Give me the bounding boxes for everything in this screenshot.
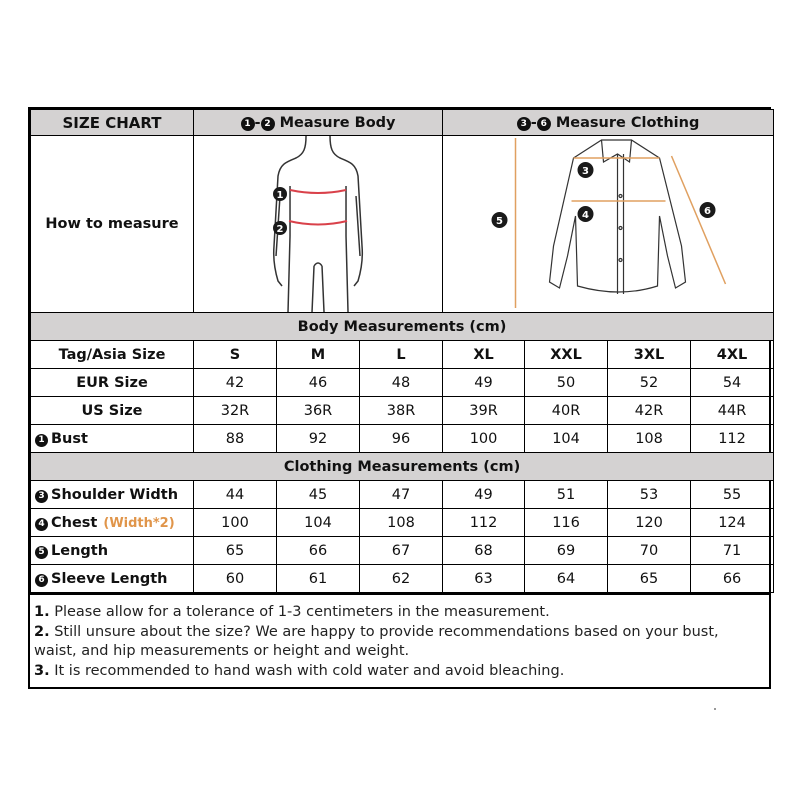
svg-text:4: 4 (582, 210, 590, 221)
marker-4-icon: 4 (35, 518, 48, 531)
cell: 108 (608, 425, 691, 453)
cell: 96 (360, 425, 443, 453)
svg-text:6: 6 (704, 206, 712, 217)
cell: 53 (608, 481, 691, 509)
row-label: 4 Chest (Width*2) (31, 509, 194, 537)
body-section-title: Body Measurements (cm) (31, 313, 774, 341)
cell: 49 (443, 481, 525, 509)
cell: 112 (691, 425, 774, 453)
cell: 32R (194, 397, 277, 425)
clothing-section-header (31, 453, 774, 481)
cell: 39R (443, 397, 525, 425)
cell: 63 (443, 565, 525, 593)
cell: 50 (525, 369, 608, 397)
row-label: 6 Sleeve Length (31, 565, 194, 593)
header-row (31, 110, 774, 136)
measure-clothing-header: 3 - 6 Measure Clothing (443, 110, 774, 136)
note-1: 1. Please allow for a tolerance of 1-3 centimeters in the measurement. (34, 604, 550, 620)
cell: 66 (691, 565, 774, 593)
marker-6-icon: 6 (35, 574, 48, 587)
cell: 64 (525, 565, 608, 593)
cell: 42R (608, 397, 691, 425)
table-row-bust (31, 425, 774, 453)
cell: 44 (194, 481, 277, 509)
cell: 104 (277, 509, 360, 537)
row-label: US Size (31, 397, 194, 425)
size-xxl: XXL (525, 341, 608, 369)
cell: 48 (360, 369, 443, 397)
cell: 47 (360, 481, 443, 509)
cell: 92 (277, 425, 360, 453)
cell: 116 (525, 509, 608, 537)
size-l: L (360, 341, 443, 369)
size-3xl: 3XL (608, 341, 691, 369)
row-label: 1 Bust (31, 425, 194, 453)
cell: 60 (194, 565, 277, 593)
body-section-header (31, 313, 774, 341)
svg-text:1: 1 (276, 190, 284, 201)
measure-body-label: Measure Body (279, 114, 396, 131)
cell: 71 (691, 537, 774, 565)
svg-text:5: 5 (496, 216, 504, 227)
marker-2-icon: 2 (261, 117, 275, 131)
cell: 49 (443, 369, 525, 397)
body-silhouette-icon (194, 136, 442, 312)
row-label: 3 Shoulder Width (31, 481, 194, 509)
row-label: EUR Size (31, 369, 194, 397)
size-s: S (194, 341, 277, 369)
size-xl: XL (443, 341, 525, 369)
cell: 44R (691, 397, 774, 425)
cell: 51 (525, 481, 608, 509)
size-header-row (31, 341, 774, 369)
measure-body-header: 1 - 2 Measure Body (194, 110, 443, 136)
size-m: M (277, 341, 360, 369)
how-to-measure-row (31, 136, 774, 313)
cell: 104 (525, 425, 608, 453)
cell: 65 (194, 537, 277, 565)
notes-block (30, 593, 769, 687)
cell: 68 (443, 537, 525, 565)
table-row-chest (31, 509, 774, 537)
cell: 61 (277, 565, 360, 593)
marker-5-icon: 5 (35, 546, 48, 559)
cell: 66 (277, 537, 360, 565)
cell: 108 (360, 509, 443, 537)
cell: 69 (525, 537, 608, 565)
table-row-sleeve-length (31, 565, 774, 593)
cell: 62 (360, 565, 443, 593)
cell: 100 (443, 425, 525, 453)
note-3: 3. It is recommended to hand wash with cold water and avoid bleaching. (34, 662, 565, 679)
cell: 46 (277, 369, 360, 397)
table-row-shoulder-width (31, 481, 774, 509)
cell: 54 (691, 369, 774, 397)
svg-text:3: 3 (582, 166, 590, 177)
table-row-us-size (31, 397, 774, 425)
cell: 65 (608, 565, 691, 593)
cell: 70 (608, 537, 691, 565)
cell: 52 (608, 369, 691, 397)
cell: 120 (608, 509, 691, 537)
cell: 112 (443, 509, 525, 537)
body-figure-cell (194, 136, 443, 313)
row-label: 5 Length (31, 537, 194, 565)
cell: 45 (277, 481, 360, 509)
size-header-label: Tag/Asia Size (31, 341, 194, 369)
cell: 100 (194, 509, 277, 537)
size-chart (28, 107, 771, 689)
shirt-figure-cell (443, 136, 774, 313)
size-chart-table (30, 109, 774, 593)
how-to-measure-label: How to measure (31, 136, 194, 313)
size-4xl: 4XL (691, 341, 774, 369)
marker-3-icon: 3 (517, 117, 531, 131)
size-chart-title: SIZE CHART (31, 110, 194, 136)
cell: 40R (525, 397, 608, 425)
cell: 124 (691, 509, 774, 537)
cell: 36R (277, 397, 360, 425)
marker-1-icon: 1 (241, 117, 255, 131)
marker-1-icon: 1 (35, 434, 48, 447)
stray-dot (714, 708, 716, 710)
cell: 42 (194, 369, 277, 397)
cell: 55 (691, 481, 774, 509)
table-row-eur-size (31, 369, 774, 397)
cell: 67 (360, 537, 443, 565)
svg-text:2: 2 (276, 224, 284, 235)
measure-clothing-label: Measure Clothing (555, 114, 700, 131)
marker-6-icon: 6 (537, 117, 551, 131)
clothing-section-title: Clothing Measurements (cm) (31, 453, 774, 481)
marker-3-icon: 3 (35, 490, 48, 503)
shirt-outline-icon (443, 136, 773, 312)
cell: 88 (194, 425, 277, 453)
note-2: 2. Still unsure about the size? We are happy to provide recommendations based on your bust, waist, and hip measurements or height and weight. (34, 623, 719, 659)
cell: 38R (360, 397, 443, 425)
chest-note: (Width*2) (103, 515, 175, 531)
table-row-length (31, 537, 774, 565)
